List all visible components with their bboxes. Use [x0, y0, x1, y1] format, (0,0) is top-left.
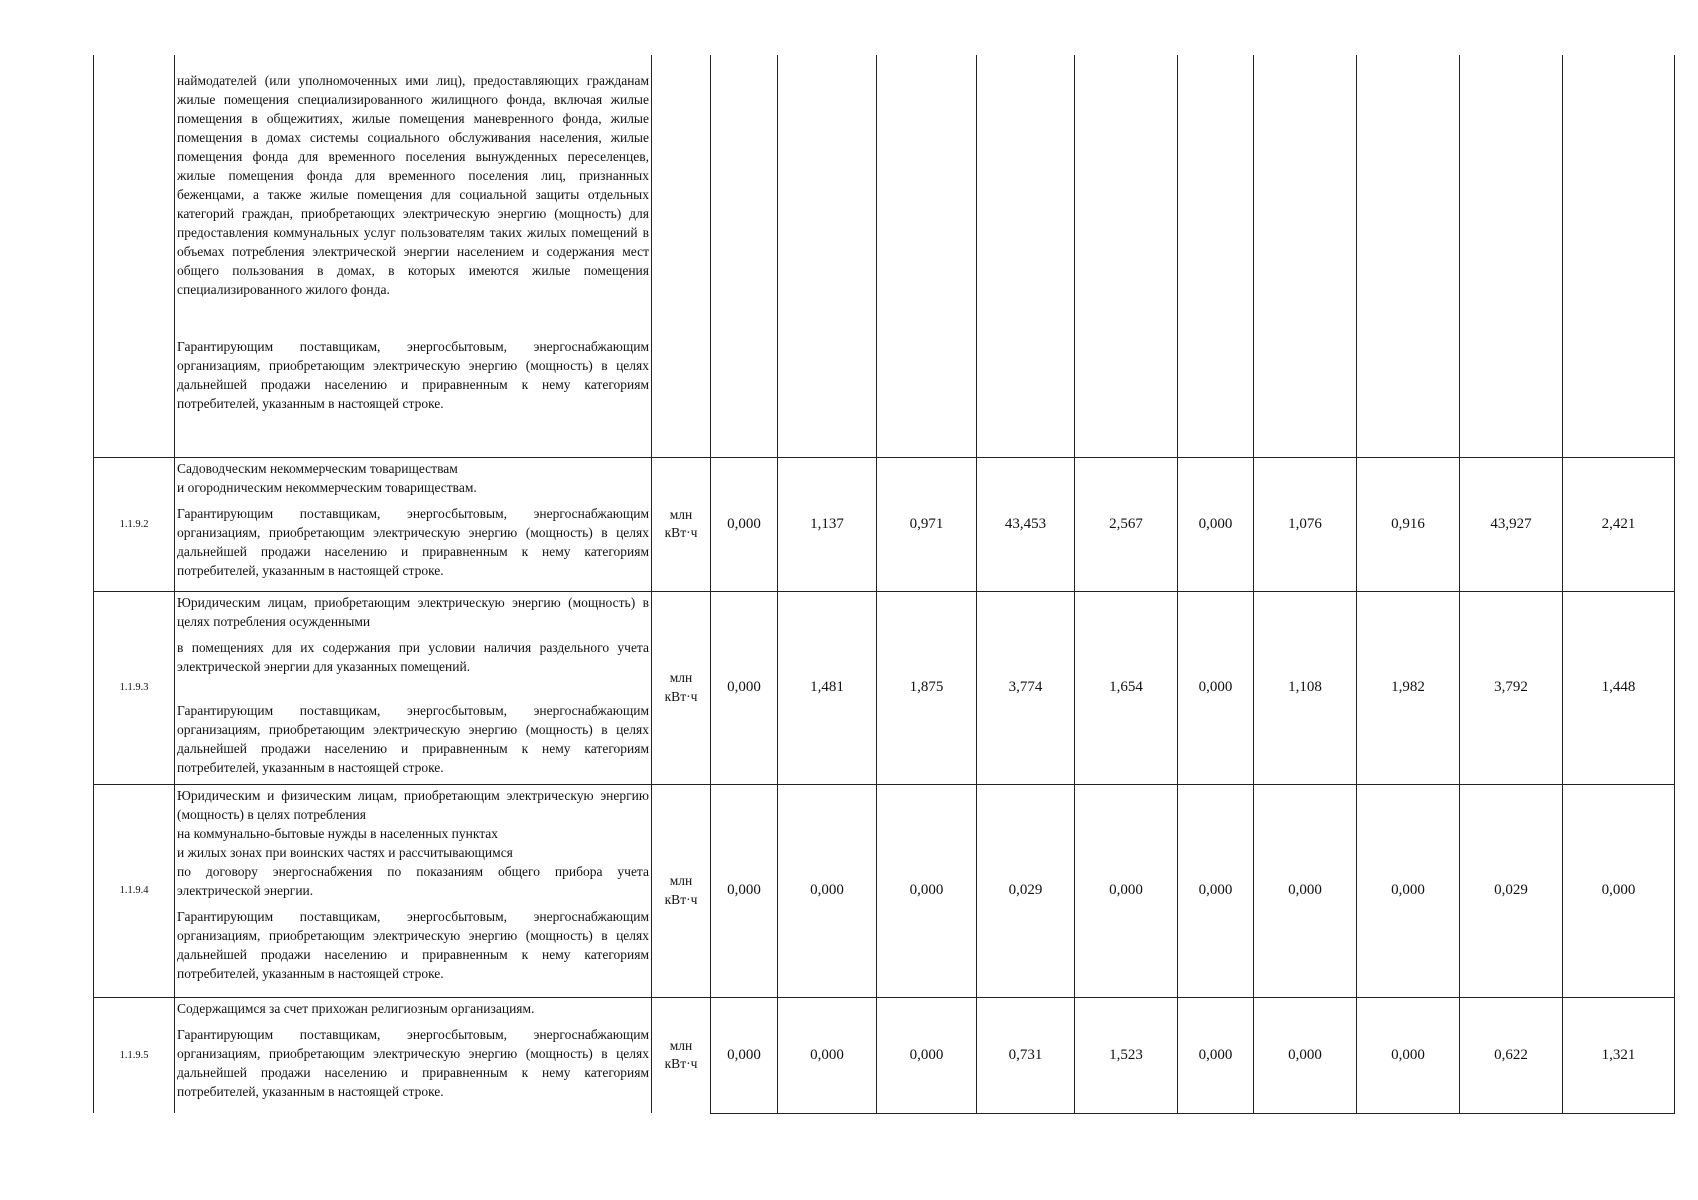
value-cell	[877, 55, 977, 457]
row-unit: млн кВт·ч	[652, 784, 711, 997]
value-cell: 0,000	[1254, 784, 1357, 997]
table-row	[94, 784, 1675, 997]
value-cell: 1,982	[1357, 591, 1460, 784]
value-cell: 0,000	[711, 784, 778, 997]
value-cell: 1,875	[877, 591, 977, 784]
description-paragraph: Юридическим и физическим лицам, приобретающим электрическую энергию (мощность) в целях потребления на коммунально-бытовые нужды в населенных пунктах и жилых зонах при воинских частях и рассчитывающимся по договору энергоснабжения по показаниям общего прибора учета электрической энергии.	[177, 787, 649, 898]
value-cell: 3,774	[977, 591, 1075, 784]
row-code: 1.1.9.3	[94, 591, 175, 784]
tariff-table-page	[93, 55, 1675, 1114]
description-paragraph: Гарантирующим поставщикам, энергосбытовым, энергоснабжающим организациям, приобретающим электрическую энергию (мощность) в целях дальнейшей продажи населению и приравненным к нему категориям потребителей, указанным в настоящей строке.	[177, 702, 649, 775]
value-cell	[711, 55, 778, 457]
value-cell	[1075, 55, 1178, 457]
description-paragraph: в помещениях для их содержания при условии наличия раздельного учета электрической энергии для указанных помещений.	[177, 639, 649, 674]
description-paragraph: Гарантирующим поставщикам, энергосбытовым, энергоснабжающим организациям, приобретающим электрическую энергию (мощность) в целях дальнейшей продажи населению и приравненным к нему категориям потребителей, указанным в настоящей строке.	[177, 339, 649, 411]
value-cell: 0,000	[1563, 784, 1675, 997]
row-unit: млн кВт·ч	[652, 591, 711, 784]
description-paragraph: Юридическим лицам, приобретающим электрическую энергию (мощность) в целях потребления осужденными	[177, 594, 649, 629]
value-cell: 0,000	[1178, 591, 1254, 784]
description-paragraph: Гарантирующим поставщикам, энергосбытовым, энергоснабжающим организациям, приобретающим электрическую энергию (мощность) в целях дальнейшей продажи населению и приравненным к нему категориям потребителей, указанным в настоящей строке.	[177, 908, 649, 981]
value-cell: 0,000	[711, 997, 778, 1113]
value-cell: 0,000	[711, 591, 778, 784]
value-cell	[1254, 55, 1357, 457]
row-unit	[652, 55, 711, 457]
value-cell: 1,654	[1075, 591, 1178, 784]
value-cell: 43,453	[977, 457, 1075, 591]
row-code: 1.1.9.2	[94, 457, 175, 591]
row-description	[175, 457, 652, 591]
value-cell: 2,567	[1075, 457, 1178, 591]
value-cell: 0,622	[1460, 997, 1563, 1113]
description-paragraph: Гарантирующим поставщикам, энергосбытовым, энергоснабжающим организациям, приобретающим электрическую энергию (мощность) в целях дальнейшей продажи населению и приравненным к нему категориям потребителей, указанным в настоящей строке.	[177, 505, 649, 578]
value-cell: 3,792	[1460, 591, 1563, 784]
value-cell: 0,029	[977, 784, 1075, 997]
value-cell: 43,927	[1460, 457, 1563, 591]
value-cell	[1460, 55, 1563, 457]
description-paragraph: Садоводческим некоммерческим товариществам и огородническим некоммерческим товариществам.	[177, 460, 477, 495]
value-cell: 0,000	[1178, 997, 1254, 1113]
value-cell: 1,076	[1254, 457, 1357, 591]
value-cell: 0,000	[1178, 784, 1254, 997]
value-cell: 1,137	[778, 457, 877, 591]
table-row	[94, 55, 1675, 457]
value-cell: 1,108	[1254, 591, 1357, 784]
value-cell: 1,481	[778, 591, 877, 784]
table-row	[94, 457, 1675, 591]
value-cell	[1357, 55, 1460, 457]
value-cell	[977, 55, 1075, 457]
row-unit: млн кВт·ч	[652, 997, 711, 1113]
value-cell: 0,731	[977, 997, 1075, 1113]
row-code	[94, 55, 175, 457]
value-cell: 0,029	[1460, 784, 1563, 997]
value-cell: 1,523	[1075, 997, 1178, 1113]
value-cell: 2,421	[1563, 457, 1675, 591]
value-cell: 0,000	[1075, 784, 1178, 997]
value-cell: 0,000	[877, 784, 977, 997]
row-description	[175, 591, 652, 784]
table-row	[94, 997, 1675, 1113]
value-cell: 0,000	[711, 457, 778, 591]
value-cell: 0,000	[1254, 997, 1357, 1113]
value-cell: 1,448	[1563, 591, 1675, 784]
value-cell	[1178, 55, 1254, 457]
value-cell: 1,321	[1563, 997, 1675, 1113]
row-code: 1.1.9.4	[94, 784, 175, 997]
row-unit: млн кВт·ч	[652, 457, 711, 591]
row-description	[175, 55, 652, 457]
row-code: 1.1.9.5	[94, 997, 175, 1113]
value-cell	[1563, 55, 1675, 457]
table-row	[94, 591, 1675, 784]
value-cell: 0,000	[778, 784, 877, 997]
value-cell: 0,000	[1178, 457, 1254, 591]
row-description	[175, 997, 652, 1113]
value-cell: 0,000	[778, 997, 877, 1113]
row-description	[175, 784, 652, 997]
description-paragraph: Содержащимся за счет прихожан религиозным организациям.	[177, 1000, 535, 1016]
description-paragraph: наймодателей (или уполномоченных ими лиц), предоставляющих гражданам жилые помещения специализированного жилищного фонда, включая жилые помещения в общежитиях, жилые помещения маневренного фонда, жилые помещения в домах системы социального обслуживания населения, жилые помещения фонда для временного поселения вынужденных переселенцев, жилые помещения фонда для временного поселения лиц, признанных беженцами, а также жилые помещения для социальной защиты отдельных категорий граждан, приобретающих электрическую энергию (мощность) для предоставления коммунальных услуг пользователям таких жилых помещений в объемах потребления электрической энергии населением и содержания мест общего пользования в домах, в которых имеются жилые помещения специализированного жилого фонда.	[177, 73, 649, 297]
value-cell: 0,000	[1357, 784, 1460, 997]
value-cell: 0,971	[877, 457, 977, 591]
value-cell: 0,000	[877, 997, 977, 1113]
value-cell: 0,916	[1357, 457, 1460, 591]
value-cell	[778, 55, 877, 457]
description-paragraph: Гарантирующим поставщикам, энергосбытовым, энергоснабжающим организациям, приобретающим электрическую энергию (мощность) в целях дальнейшей продажи населению и приравненным к нему категориям потребителей, указанным в настоящей строке.	[177, 1026, 649, 1099]
value-cell: 0,000	[1357, 997, 1460, 1113]
electricity-volume-table	[93, 55, 1675, 1114]
